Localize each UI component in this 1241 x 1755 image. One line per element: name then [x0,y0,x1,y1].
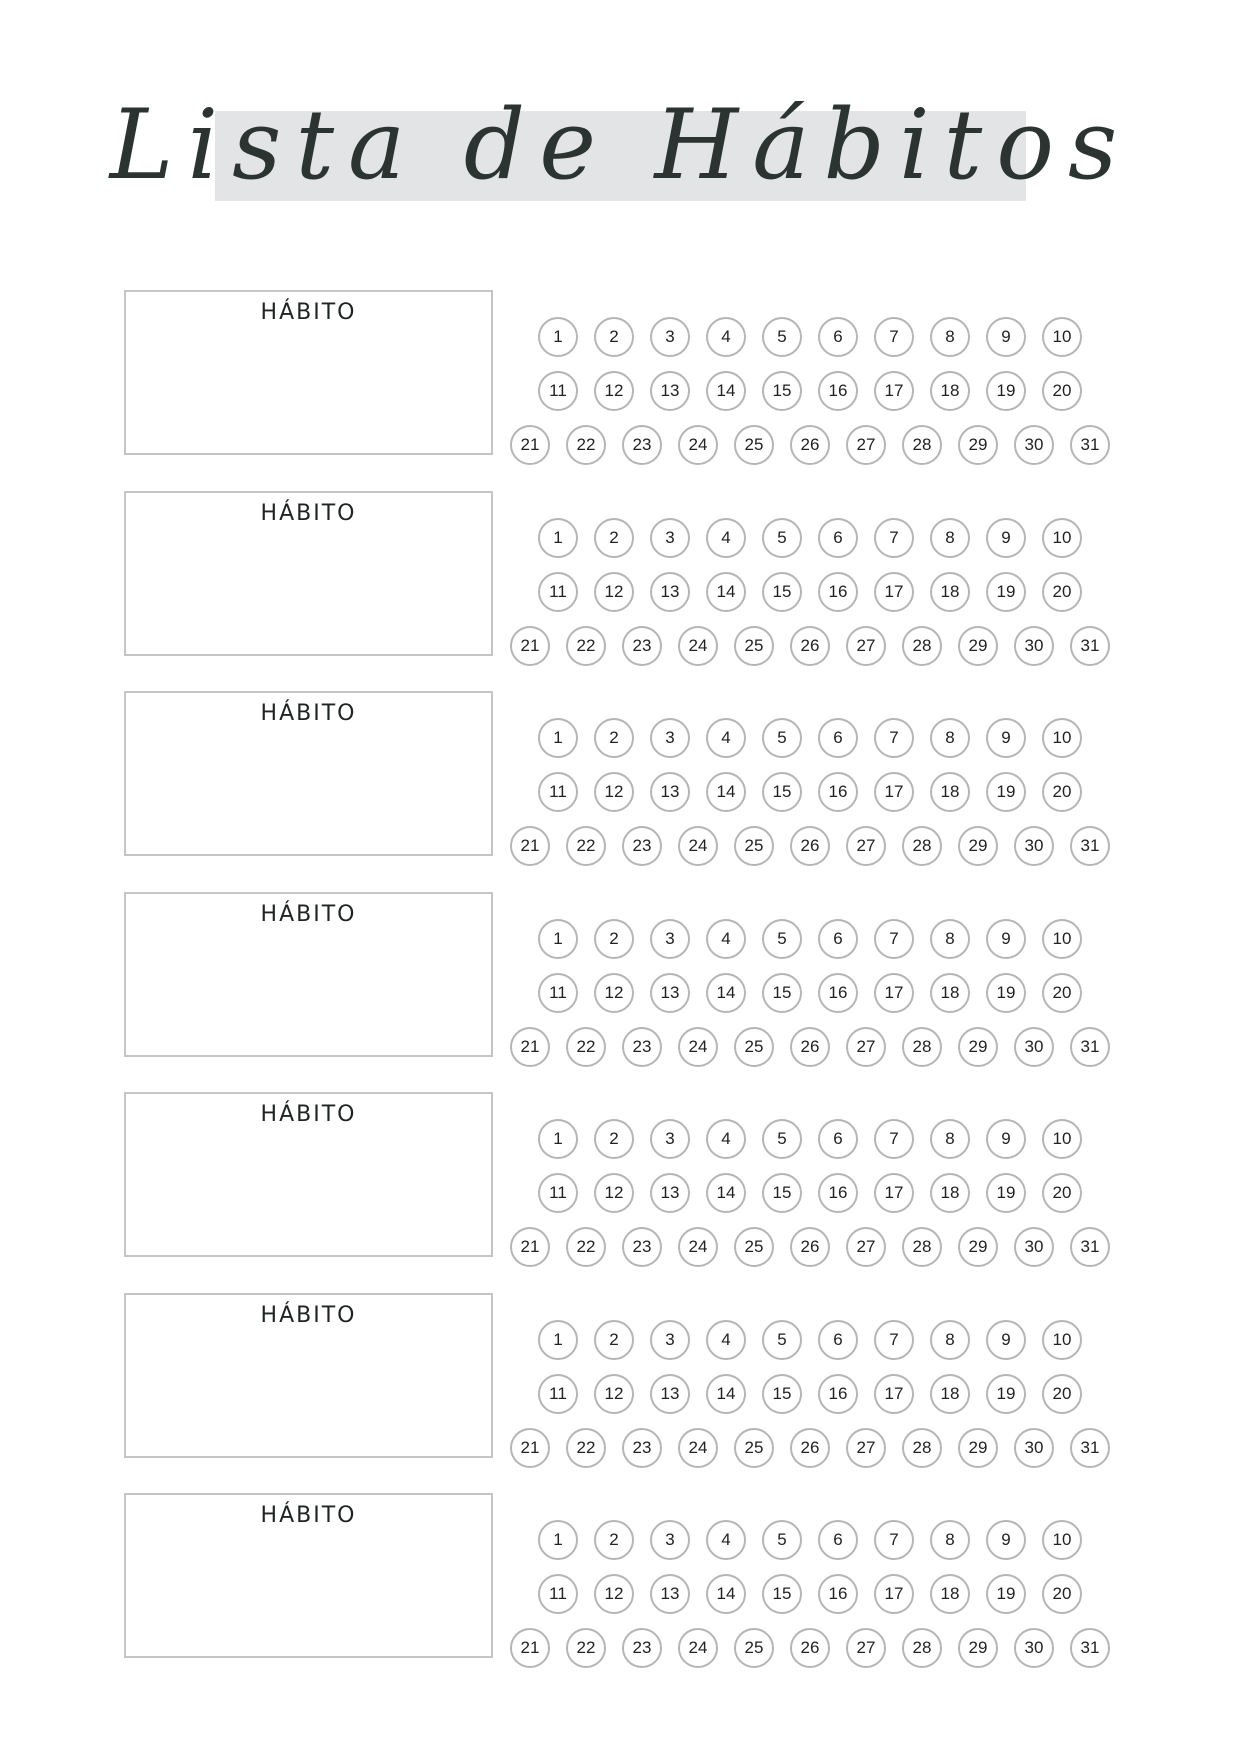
day-circle[interactable]: 12 [594,772,634,812]
day-circle[interactable]: 4 [706,317,746,357]
day-circle[interactable]: 14 [706,772,746,812]
day-circle[interactable]: 22 [566,626,606,666]
day-circle[interactable]: 29 [958,826,998,866]
day-circle[interactable]: 30 [1014,1428,1054,1468]
day-circle[interactable]: 28 [902,626,942,666]
day-circle[interactable]: 8 [930,1520,970,1560]
day-circle[interactable]: 7 [874,1119,914,1159]
day-circle[interactable]: 19 [986,1374,1026,1414]
day-circle[interactable]: 18 [930,572,970,612]
day-circle[interactable]: 3 [650,317,690,357]
day-circle[interactable]: 24 [678,1227,718,1267]
day-circle[interactable]: 15 [762,772,802,812]
day-circle[interactable]: 10 [1042,919,1082,959]
day-circle[interactable]: 28 [902,1628,942,1668]
day-circle[interactable]: 8 [930,1119,970,1159]
day-circle[interactable]: 7 [874,1320,914,1360]
habit-row [0,1092,1241,1260]
day-circle[interactable]: 19 [986,973,1026,1013]
day-circle[interactable]: 24 [678,826,718,866]
habit-label: HÁBITO [260,1503,357,1528]
day-circle[interactable]: 25 [734,626,774,666]
day-circle[interactable]: 15 [762,1374,802,1414]
day-circle[interactable]: 19 [986,572,1026,612]
day-circle[interactable]: 26 [790,1428,830,1468]
day-circle[interactable]: 10 [1042,718,1082,758]
day-circle[interactable]: 22 [566,1428,606,1468]
day-circle[interactable]: 19 [986,772,1026,812]
day-circle[interactable]: 14 [706,572,746,612]
day-circle[interactable]: 18 [930,1574,970,1614]
day-circle[interactable]: 8 [930,317,970,357]
day-circle[interactable]: 27 [846,626,886,666]
day-circle[interactable]: 12 [594,1173,634,1213]
day-circle[interactable]: 23 [622,1428,662,1468]
day-circle[interactable]: 17 [874,772,914,812]
day-circle[interactable]: 21 [510,826,550,866]
day-circle[interactable]: 26 [790,1227,830,1267]
day-circle[interactable]: 19 [986,1574,1026,1614]
day-circle[interactable]: 28 [902,425,942,465]
day-circle[interactable]: 17 [874,973,914,1013]
day-circle[interactable]: 25 [734,1227,774,1267]
day-circle[interactable]: 20 [1042,1173,1082,1213]
day-circle[interactable]: 17 [874,371,914,411]
day-circle[interactable]: 7 [874,518,914,558]
day-circle[interactable]: 31 [1070,425,1110,465]
day-circle[interactable]: 7 [874,1520,914,1560]
habit-box[interactable] [124,1092,493,1257]
day-circle[interactable]: 23 [622,626,662,666]
day-circle[interactable]: 31 [1070,1628,1110,1668]
day-circle[interactable]: 1 [538,518,578,558]
habit-box[interactable] [124,691,493,856]
day-circle[interactable]: 8 [930,919,970,959]
day-circle[interactable]: 7 [874,919,914,959]
day-circle[interactable]: 4 [706,1520,746,1560]
day-circle[interactable]: 29 [958,1027,998,1067]
day-circle[interactable]: 6 [818,518,858,558]
day-circle[interactable]: 4 [706,518,746,558]
day-circle[interactable]: 14 [706,371,746,411]
day-circle[interactable]: 26 [790,626,830,666]
day-circle[interactable]: 23 [622,1227,662,1267]
day-circle[interactable]: 3 [650,1320,690,1360]
day-circle[interactable]: 10 [1042,518,1082,558]
day-circle[interactable]: 27 [846,1027,886,1067]
day-circle[interactable]: 2 [594,718,634,758]
day-circle[interactable]: 17 [874,1374,914,1414]
page-title: Lista de Hábitos [109,89,1132,201]
day-circle[interactable]: 5 [762,317,802,357]
day-circle[interactable]: 10 [1042,317,1082,357]
day-circle[interactable]: 18 [930,371,970,411]
day-circle[interactable]: 20 [1042,572,1082,612]
day-circle[interactable]: 10 [1042,1320,1082,1360]
day-circle[interactable]: 25 [734,1628,774,1668]
day-circle[interactable]: 28 [902,1428,942,1468]
day-circle[interactable]: 5 [762,1119,802,1159]
day-circle[interactable]: 18 [930,1173,970,1213]
day-circle[interactable]: 9 [986,1119,1026,1159]
day-circle[interactable]: 11 [538,973,578,1013]
day-circle[interactable]: 27 [846,1428,886,1468]
day-circle[interactable]: 31 [1070,1027,1110,1067]
day-circle[interactable]: 26 [790,826,830,866]
day-circle[interactable]: 11 [538,1374,578,1414]
habit-label: HÁBITO [260,501,357,526]
day-circle[interactable]: 5 [762,518,802,558]
day-circle[interactable]: 17 [874,1574,914,1614]
day-circle[interactable]: 16 [818,1173,858,1213]
day-circle[interactable]: 6 [818,1320,858,1360]
day-circle[interactable]: 27 [846,1227,886,1267]
day-circle[interactable]: 2 [594,518,634,558]
day-circle[interactable]: 19 [986,371,1026,411]
day-circle[interactable]: 20 [1042,1374,1082,1414]
day-circle[interactable]: 21 [510,1027,550,1067]
day-circle[interactable]: 7 [874,317,914,357]
day-circle[interactable]: 3 [650,1119,690,1159]
day-circle[interactable]: 18 [930,973,970,1013]
day-circle[interactable]: 1 [538,919,578,959]
day-circle[interactable]: 15 [762,371,802,411]
day-circle[interactable]: 30 [1014,1628,1054,1668]
day-circle[interactable]: 21 [510,1227,550,1267]
habit-box[interactable] [124,892,493,1057]
day-circle[interactable]: 22 [566,1227,606,1267]
habit-label: HÁBITO [260,701,357,726]
day-circle[interactable]: 11 [538,1574,578,1614]
habit-label: HÁBITO [260,300,357,325]
day-circle[interactable]: 31 [1070,1227,1110,1267]
day-circle[interactable]: 26 [790,425,830,465]
day-circle[interactable]: 19 [986,1173,1026,1213]
day-circle[interactable]: 13 [650,772,690,812]
habit-row [0,290,1241,458]
day-circle[interactable]: 4 [706,1320,746,1360]
habit-row [0,491,1241,659]
habit-box[interactable] [124,1293,493,1458]
day-circle[interactable]: 13 [650,1173,690,1213]
day-circle[interactable]: 15 [762,572,802,612]
day-circle[interactable]: 6 [818,317,858,357]
day-circle[interactable]: 22 [566,1628,606,1668]
day-circle[interactable]: 23 [622,425,662,465]
day-circle[interactable]: 30 [1014,626,1054,666]
day-circle[interactable]: 22 [566,425,606,465]
habit-box[interactable] [124,1493,493,1658]
day-circle[interactable]: 21 [510,1428,550,1468]
day-circle[interactable]: 15 [762,973,802,1013]
day-circle[interactable]: 24 [678,626,718,666]
day-circle[interactable]: 17 [874,1173,914,1213]
day-circle[interactable]: 3 [650,518,690,558]
day-circle[interactable]: 15 [762,1574,802,1614]
day-circle[interactable]: 12 [594,1374,634,1414]
day-circle[interactable]: 14 [706,1574,746,1614]
day-circle[interactable]: 4 [706,1119,746,1159]
day-circle[interactable]: 2 [594,317,634,357]
day-circle[interactable]: 6 [818,718,858,758]
day-circle[interactable]: 18 [930,772,970,812]
day-circle[interactable]: 31 [1070,826,1110,866]
day-circle[interactable]: 24 [678,1628,718,1668]
day-circle[interactable]: 16 [818,371,858,411]
day-circle[interactable]: 8 [930,518,970,558]
day-circle[interactable]: 16 [818,572,858,612]
day-circle[interactable]: 2 [594,919,634,959]
day-circle[interactable]: 11 [538,1173,578,1213]
day-circle[interactable]: 1 [538,718,578,758]
day-circle[interactable]: 21 [510,626,550,666]
day-circle[interactable]: 12 [594,572,634,612]
day-circle[interactable]: 21 [510,425,550,465]
day-circle[interactable]: 29 [958,425,998,465]
day-circle[interactable]: 13 [650,371,690,411]
day-circle[interactable]: 22 [566,1027,606,1067]
habit-label: HÁBITO [260,1303,357,1328]
day-circle[interactable]: 30 [1014,1227,1054,1267]
day-circle[interactable]: 4 [706,919,746,959]
day-circle[interactable]: 5 [762,718,802,758]
day-circle[interactable]: 23 [622,826,662,866]
day-circle[interactable]: 11 [538,371,578,411]
day-circle[interactable]: 7 [874,718,914,758]
day-circle[interactable]: 11 [538,572,578,612]
day-circle[interactable]: 1 [538,317,578,357]
day-circle[interactable]: 3 [650,718,690,758]
day-circle[interactable]: 20 [1042,371,1082,411]
day-circle[interactable]: 9 [986,919,1026,959]
day-circle[interactable]: 9 [986,317,1026,357]
day-circle[interactable]: 21 [510,1628,550,1668]
day-circle[interactable]: 29 [958,626,998,666]
day-circle[interactable]: 27 [846,1628,886,1668]
habit-row [0,892,1241,1060]
day-circle[interactable]: 12 [594,973,634,1013]
day-circle[interactable]: 5 [762,919,802,959]
day-circle[interactable]: 29 [958,1428,998,1468]
day-circle[interactable]: 16 [818,772,858,812]
day-circle[interactable]: 28 [902,826,942,866]
day-circle[interactable]: 6 [818,919,858,959]
habit-box[interactable] [124,290,493,455]
day-circle[interactable]: 27 [846,826,886,866]
day-circle[interactable]: 2 [594,1119,634,1159]
day-circle[interactable]: 14 [706,1173,746,1213]
day-circle[interactable]: 22 [566,826,606,866]
day-circle[interactable]: 23 [622,1027,662,1067]
day-circle[interactable]: 31 [1070,1428,1110,1468]
habit-label: HÁBITO [260,902,357,927]
day-circle[interactable]: 5 [762,1320,802,1360]
day-circle[interactable]: 4 [706,718,746,758]
day-circle[interactable]: 9 [986,518,1026,558]
day-circle[interactable]: 25 [734,1428,774,1468]
day-circle[interactable]: 17 [874,572,914,612]
day-circle[interactable]: 5 [762,1520,802,1560]
day-circle[interactable]: 9 [986,1320,1026,1360]
day-circle[interactable]: 6 [818,1520,858,1560]
day-circle[interactable]: 20 [1042,1574,1082,1614]
day-circle[interactable]: 30 [1014,826,1054,866]
day-circle[interactable]: 6 [818,1119,858,1159]
day-circle[interactable]: 25 [734,425,774,465]
day-circle[interactable]: 28 [902,1227,942,1267]
day-circle[interactable]: 3 [650,1520,690,1560]
day-circle[interactable]: 10 [1042,1520,1082,1560]
day-circle[interactable]: 30 [1014,425,1054,465]
day-circle[interactable]: 1 [538,1320,578,1360]
habit-row [0,1293,1241,1461]
day-circle[interactable]: 20 [1042,973,1082,1013]
day-circle[interactable]: 16 [818,1374,858,1414]
day-circle[interactable]: 10 [1042,1119,1082,1159]
day-circle[interactable]: 8 [930,718,970,758]
day-circle[interactable]: 11 [538,772,578,812]
day-circle[interactable]: 25 [734,1027,774,1067]
day-circle[interactable]: 14 [706,973,746,1013]
habit-box[interactable] [124,491,493,656]
day-circle[interactable]: 16 [818,1574,858,1614]
day-circle[interactable]: 13 [650,973,690,1013]
day-circle[interactable]: 12 [594,371,634,411]
habit-label: HÁBITO [260,1102,357,1127]
day-circle[interactable]: 9 [986,1520,1026,1560]
day-circle[interactable]: 24 [678,425,718,465]
day-circle[interactable]: 8 [930,1320,970,1360]
day-circle[interactable]: 18 [930,1374,970,1414]
day-circle[interactable]: 3 [650,919,690,959]
day-circle[interactable]: 1 [538,1119,578,1159]
day-circle[interactable]: 12 [594,1574,634,1614]
day-circle[interactable]: 25 [734,826,774,866]
habit-row [0,691,1241,859]
day-circle[interactable]: 27 [846,425,886,465]
day-circle[interactable]: 23 [622,1628,662,1668]
day-circle[interactable]: 28 [902,1027,942,1067]
day-circle[interactable]: 14 [706,1374,746,1414]
day-circle[interactable]: 9 [986,718,1026,758]
day-circle[interactable]: 31 [1070,626,1110,666]
day-circle[interactable]: 16 [818,973,858,1013]
day-circle[interactable]: 1 [538,1520,578,1560]
habit-row [0,1493,1241,1661]
day-circle[interactable]: 24 [678,1027,718,1067]
day-circle[interactable]: 2 [594,1520,634,1560]
day-circle[interactable]: 26 [790,1628,830,1668]
day-circle[interactable]: 15 [762,1173,802,1213]
day-circle[interactable]: 13 [650,572,690,612]
day-circle[interactable]: 24 [678,1428,718,1468]
day-circle[interactable]: 20 [1042,772,1082,812]
day-circle[interactable]: 29 [958,1628,998,1668]
day-circle[interactable]: 2 [594,1320,634,1360]
day-circle[interactable]: 13 [650,1374,690,1414]
day-circle[interactable]: 13 [650,1574,690,1614]
day-circle[interactable]: 30 [1014,1027,1054,1067]
day-circle[interactable]: 29 [958,1227,998,1267]
day-circle[interactable]: 26 [790,1027,830,1067]
